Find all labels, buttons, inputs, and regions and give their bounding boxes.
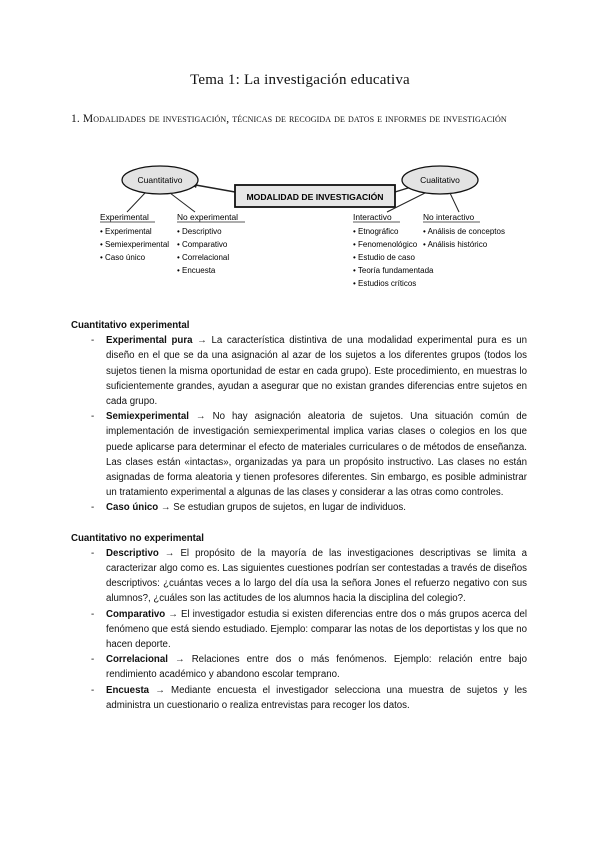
center-label: MODALIDAD DE INVESTIGACIÓN (246, 192, 384, 202)
branch-line (170, 193, 195, 212)
item-term: Comparativo (106, 608, 166, 620)
column-interactivo (353, 212, 434, 288)
item-term: Correlacional (106, 654, 168, 666)
item-list (71, 333, 527, 515)
column-item: • Comparativo (177, 240, 228, 249)
oval-cualitativo-label: Cualitativo (420, 175, 460, 185)
branch-line (450, 193, 459, 212)
column-no-interactivo (423, 212, 505, 249)
page-title: Tema 1: La investigación educativa (190, 72, 410, 88)
column-item: • Análisis de conceptos (423, 227, 505, 236)
section-heading: 1. Modalidades de investigación, técnicas de recogida de datos e informes de investigación (71, 112, 507, 125)
item-text: → No hay asignación aleatoria de sujetos. Una situación común de implementación de investigación semiexperimental implica varias clases o colegios en los que puede aplicarse para determinar el efecto de materiales curriculares o de métodos de enseñanza. Las clases están «intactas», organizadas ya para un propósito instructivo. Las clases no están asignadas de forma aleatoria y tienen profesores diferentes. Sin embargo, es posible administrar un tratamiento experimental a algunas de las clases y considerar a las otras como controles. (106, 411, 527, 499)
item-term: Semiexperimental (106, 411, 189, 423)
column-item: • Teoría fundamentada (353, 266, 434, 275)
column-experimental (100, 212, 169, 262)
column-item: • Estudios críticos (353, 279, 417, 288)
column-item: • Semiexperimental (100, 240, 170, 249)
list-item: - Caso único → Se estudian grupos de sujetos, en lugar de individuos. (91, 502, 406, 514)
branch-line (127, 193, 145, 212)
item-list (71, 546, 527, 713)
item-text: → Se estudian grupos de sujetos, en lugar de individuos. (158, 502, 406, 514)
list-item: - Correlacional → Relaciones entre dos o más fenómenos. Ejemplo: relación entre bajo rendimiento académico y abandono escolar temprano. (91, 654, 527, 681)
document-body (71, 318, 527, 713)
item-text: → Relaciones entre dos o más fenómenos. Ejemplo: relación entre bajo rendimiento académico y abandono escolar temprano. (106, 654, 527, 681)
item-text: → Mediante encuesta el investigador selecciona una muestra de sujetos y les administra un cuestionario o realiza entrevistas para recoger los datos. (106, 684, 527, 711)
column-heading: Experimental (100, 212, 149, 222)
column-item: • Descriptivo (177, 227, 222, 236)
item-term: Experimental pura (106, 335, 193, 347)
column-item: • Caso único (100, 253, 146, 262)
column-item: • Encuesta (177, 266, 216, 275)
list-item: - Comparativo → El investigador estudia si existen diferencias entre dos o más grupos acerca del fenómeno que está siendo estudiado. Ejemplo: comparar las notas de los deportistas y los que no hacen deporte. (91, 608, 527, 651)
item-text: → La característica distintiva de una modalidad experimental pura es un diseño en el que se da una asignación al azar de los sujetos a los diferentes grupos (todos los sujetos tienen la misma oportunidad de estar en cada grupo). Este procedimiento, en muestras lo suficientemente grandes, ayudan a asegurar que no existan grandes diferencias entre sujetos en cada grupo. (106, 335, 527, 408)
item-text: → El propósito de la mayoría de las investigaciones descriptivas se limita a caracterizar algo como es. Las siguientes cuestiones podrían ser contestadas a través de diseños descriptivos: ¿cuántas veces a lo largo del día usa la señora Jones el refuerzo negativo con sus alumnos?, ¿cuáles son las actitudes de los alumnos hacia la disciplina del colegio?. (106, 547, 527, 605)
item-term: Caso único (106, 502, 159, 514)
oval-cuantitativo-label: Cuantitativo (137, 175, 183, 185)
item-term: Encuesta (106, 684, 150, 696)
column-heading: No interactivo (423, 212, 475, 222)
column-item: • Estudio de caso (353, 253, 415, 262)
section-title: Cuantitativo no experimental (71, 532, 204, 544)
item-text: → El investigador estudia si existen diferencias entre dos o más grupos acerca del fenómeno que está siendo estudiado. Ejemplo: comparar las notas de los deportistas y los que no hacen deporte. (106, 608, 527, 651)
item-term: Descriptivo (106, 547, 159, 559)
column-no-experimental (177, 212, 238, 275)
column-heading: No experimental (177, 212, 238, 222)
column-item: • Etnográfico (353, 227, 399, 236)
column-item: • Experimental (100, 227, 152, 236)
section-title: Cuantitativo experimental (71, 320, 190, 331)
list-item: - Descriptivo → El propósito de la mayoría de las investigaciones descriptivas se limita a caracterizar algo como es. Las siguientes cuestiones podrían ser contestadas a través de diseños descriptivos: ¿cuántas veces a lo largo del día usa la señora Jones el refuerzo negativo con sus alumnos?, ¿cuáles son las actitudes de los alumnos hacia la disciplina del colegio?. (91, 547, 527, 605)
column-heading: Interactivo (353, 212, 392, 222)
list-item: - Experimental pura → La característica distintiva de una modalidad experimental pura es un diseño en el que se da una asignación al azar de los sujetos a los diferentes grupos (todos los sujetos tienen la misma oportunidad de estar en cada grupo). Este procedimiento, en muestras lo suficientemente grandes, ayudan a asegurar que no existan grandes diferencias entre sujetos en cada grupo. (91, 335, 527, 408)
column-item: • Análisis histórico (423, 240, 488, 249)
column-item: • Correlacional (177, 253, 230, 262)
list-item: - Encuesta → Mediante encuesta el investigador selecciona una muestra de sujetos y les administra un cuestionario o realiza entrevistas para recoger los datos. (91, 684, 527, 711)
column-item: • Fenomenológico (353, 240, 418, 249)
research-modality-diagram (95, 160, 515, 305)
list-item: - Semiexperimental → No hay asignación aleatoria de sujetos. Una situación común de implementación de investigación semiexperimental implica varias clases o colegios en los que puede aplicarse para determinar el efecto de materiales curriculares o de métodos de enseñanza. Las clases están «intactas», organizadas ya para un propósito instructivo. Las clases no están asignadas de forma aleatoria y tienen profesores diferentes. Sin embargo, es posible administrar un tratamiento experimental a algunas de las clases y considerar a las otras como controles. (91, 411, 527, 499)
